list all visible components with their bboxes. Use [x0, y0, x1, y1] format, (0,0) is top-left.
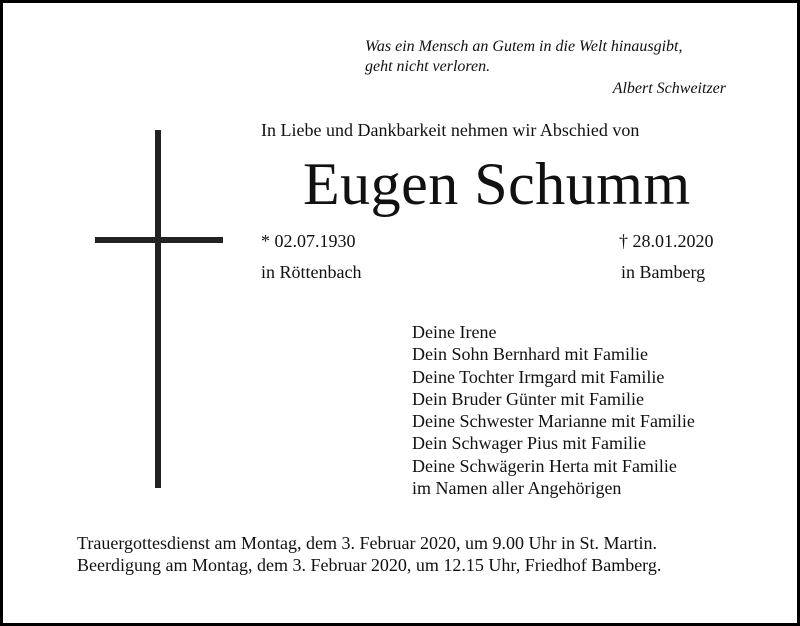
mourner-item: Deine Schwägerin Herta mit Familie [412, 455, 677, 476]
quote-line-1: Was ein Mensch an Gutem in die Welt hinausgibt, [365, 38, 683, 55]
intro-text: In Liebe und Dankbarkeit nehmen wir Abschied von [261, 120, 640, 140]
mourner-item: Dein Bruder Günter mit Familie [412, 388, 644, 409]
death-date: † 28.01.2020 [619, 231, 714, 251]
birth-place: in Röttenbach [261, 262, 362, 282]
quote-line-2: geht nicht verloren. [365, 58, 491, 75]
death-place: in Bamberg [621, 262, 706, 282]
deceased-name: Eugen Schumm [303, 151, 691, 217]
mourner-item: Deine Irene [412, 322, 497, 342]
mourner-item: Dein Sohn Bernhard mit Familie [412, 344, 648, 365]
birth-date: * 02.07.1930 [261, 231, 356, 251]
cross-icon-bar [95, 237, 223, 243]
mourner-item: im Namen aller Angehörigen [412, 478, 622, 499]
burial-line: Beerdigung am Montag, dem 3. Februar 2020, um 12.15 Uhr, Friedhof Bamberg. [77, 555, 662, 575]
mourners-list [412, 321, 695, 499]
mourner-item: Deine Schwester Marianne mit Familie [412, 411, 695, 432]
funeral-service-line: Trauergottesdienst am Montag, dem 3. Februar 2020, um 9.00 Uhr in St. Martin. [77, 533, 657, 553]
quote-block [365, 37, 730, 99]
mourner-item: Dein Schwager Pius mit Familie [412, 433, 646, 454]
quote-author: Albert Schweitzer [612, 80, 726, 97]
mourner-item: Deine Tochter Irmgard mit Familie [412, 366, 665, 387]
service-info [77, 532, 661, 576]
cross-icon [155, 130, 161, 488]
